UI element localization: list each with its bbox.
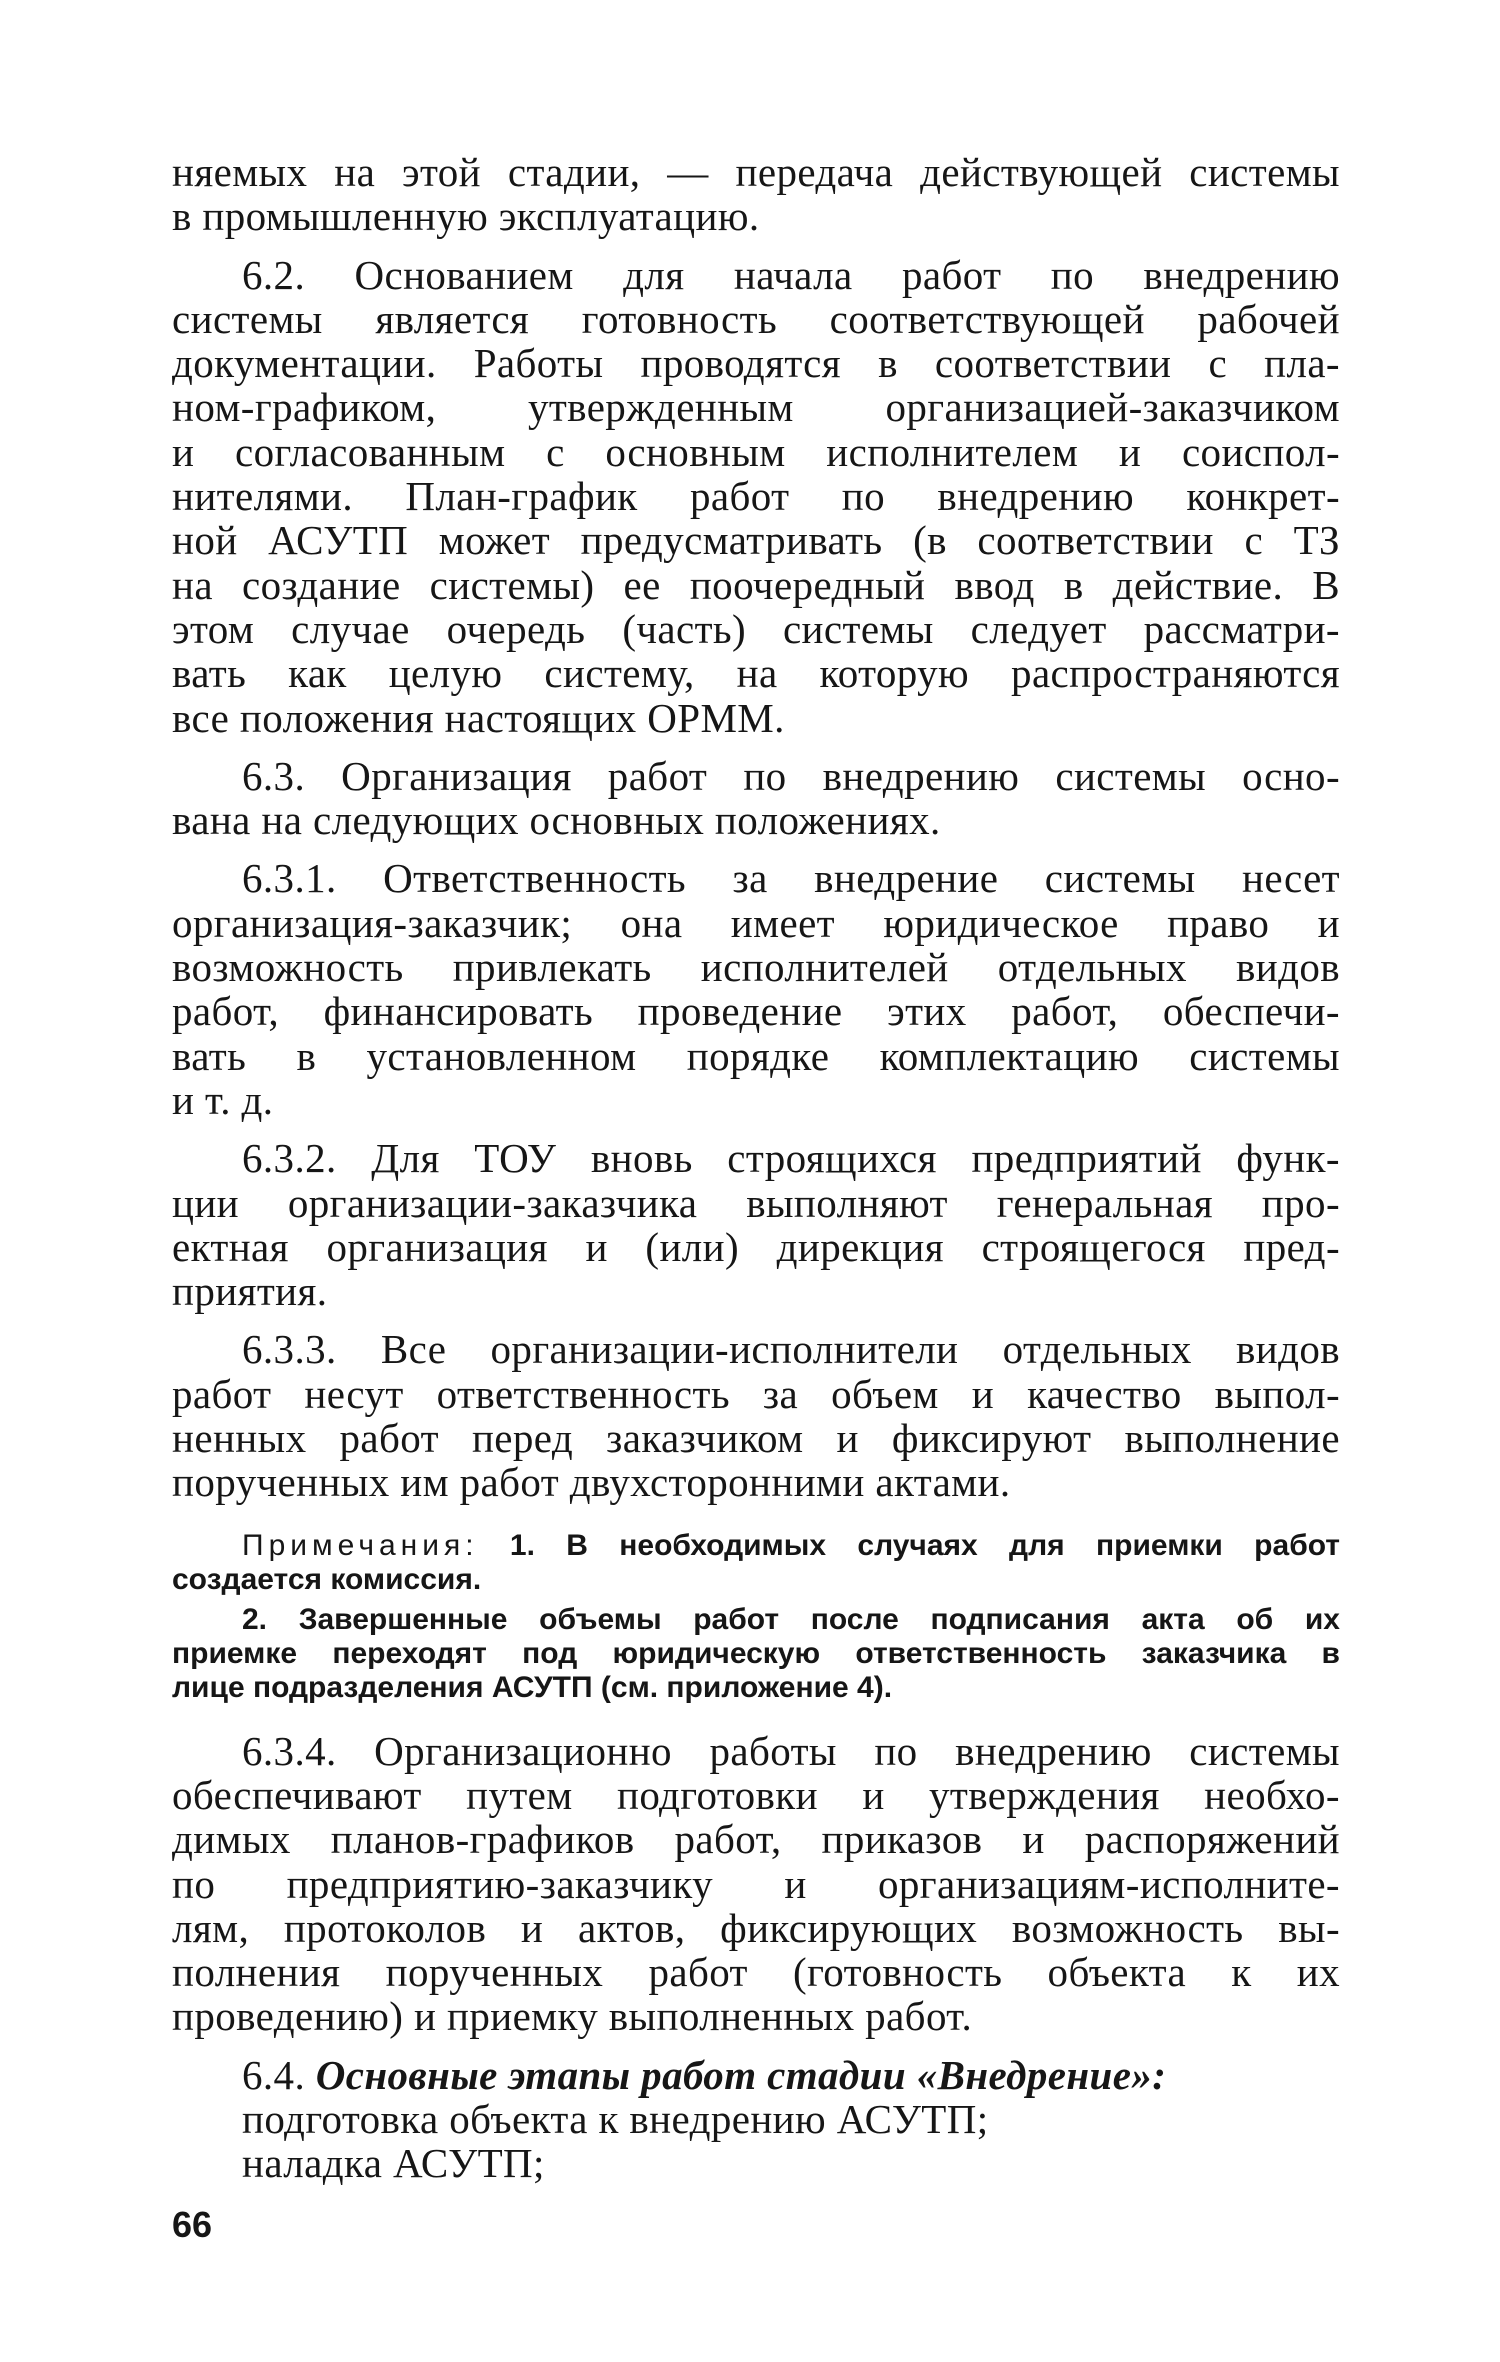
text-line: вать в установленном порядке комплектацию системы	[172, 1032, 1340, 1079]
text-line: обеспечивают путем подготовки и утверждения необхо-	[172, 1771, 1340, 1818]
text-line: ной АСУТП может предусматривать (в соответствии с ТЗ	[172, 517, 1340, 564]
page-number: 66	[172, 2204, 213, 2245]
text-line: все положения настоящих ОРММ.	[172, 694, 785, 741]
paragraph-6-3-4-start: 6.3.4. Организационно работы по внедрению системы	[242, 1727, 1340, 1774]
notes-label: Примечания:	[242, 1528, 479, 1562]
text-line: этом случае очередь (часть) системы следует рассматри-	[172, 605, 1340, 652]
text-line: работ несут ответственность за объем и качество выпол-	[172, 1370, 1340, 1417]
text-line: ектная организация и (или) дирекция строящегося пред-	[172, 1223, 1340, 1270]
text-line: ном-графиком, утвержденным организацией-заказчиком	[172, 384, 1340, 431]
note-text: 1. В необходимых случаях для приемки работ	[509, 1528, 1340, 1562]
text-line: порученных им работ двухсторонними актами.	[172, 1459, 1011, 1506]
paragraph-6-3-start: 6.3. Организация работ по внедрению системы осно-	[242, 752, 1340, 799]
section-6-4-heading	[172, 2053, 1340, 2097]
text-line: организация-заказчик; она имеет юридическое право и	[172, 899, 1340, 946]
text-line: приятия.	[172, 1268, 328, 1315]
notes-block	[172, 1529, 1340, 1705]
paragraph-6-3-2-start: 6.3.2. Для ТОУ вновь строящихся предприятий функ-	[242, 1135, 1340, 1182]
note-line: создается комиссия.	[172, 1562, 482, 1596]
paragraph-6-3-1-start: 6.3.1. Ответственность за внедрение системы несет	[242, 855, 1340, 902]
text-line: документации. Работы проводятся в соответствии с пла-	[172, 340, 1340, 387]
text-line: по предприятию-заказчику и организациям-исполните-	[172, 1860, 1340, 1907]
paragraph-6-2-start: 6.2. Основанием для начала работ по внедрению	[242, 251, 1340, 298]
section-number: 6.4.	[242, 2051, 306, 2098]
text-line: ненных работ перед заказчиком и фиксируют выполнение	[172, 1415, 1340, 1462]
text-line: и согласованным с основным исполнителем и соиспол-	[172, 428, 1340, 475]
text-line: полнения порученных работ (готовность объекта к их	[172, 1949, 1340, 1996]
document-page	[172, 150, 1340, 2186]
text-line: ции организации-заказчика выполняют генеральная про-	[172, 1179, 1340, 1226]
list-item: подготовка объекта к внедрению АСУТП;	[242, 2095, 989, 2142]
text-line: возможность привлекать исполнителей отдельных видов	[172, 944, 1340, 991]
text-line: лям, протоколов и актов, фиксирующих возможность вы-	[172, 1904, 1340, 1951]
text-line: системы является готовность соответствующей рабочей	[172, 295, 1340, 342]
list-item: наладка АСУТП;	[242, 2140, 545, 2187]
text-line: вана на следующих основных положениях.	[172, 797, 941, 844]
text-line: в промышленную эксплуатацию.	[172, 193, 760, 240]
note-line: приемке переходят под юридическую ответственность заказчика в	[172, 1636, 1340, 1670]
section-title: Основные этапы работ стадии «Внедрение»:	[315, 2051, 1167, 2098]
note-line: лице подразделения АСУТП (см. приложение 4).	[172, 1670, 893, 1704]
text-line: нителями. План-график работ по внедрению конкрет-	[172, 473, 1340, 520]
text-line: работ, финансировать проведение этих работ, обеспечи-	[172, 988, 1340, 1035]
text-line: вать как целую систему, на которую распространяются	[172, 650, 1340, 697]
text-line: димых планов-графиков работ, приказов и распоряжений	[172, 1816, 1340, 1863]
note-line	[172, 1529, 1340, 1563]
note-line: 2. Завершенные объемы работ после подписания акта об их	[242, 1602, 1340, 1636]
text-line: няемых на этой стадии, — передача действующей системы	[172, 149, 1340, 195]
text-line: проведению) и приемку выполненных работ.	[172, 1993, 973, 2040]
text-line: и т. д.	[172, 1076, 274, 1123]
paragraph-6-3-3-start: 6.3.3. Все организации-исполнители отдельных видов	[242, 1326, 1340, 1373]
text-line: на создание системы) ее поочередный ввод в действие. В	[172, 561, 1340, 608]
